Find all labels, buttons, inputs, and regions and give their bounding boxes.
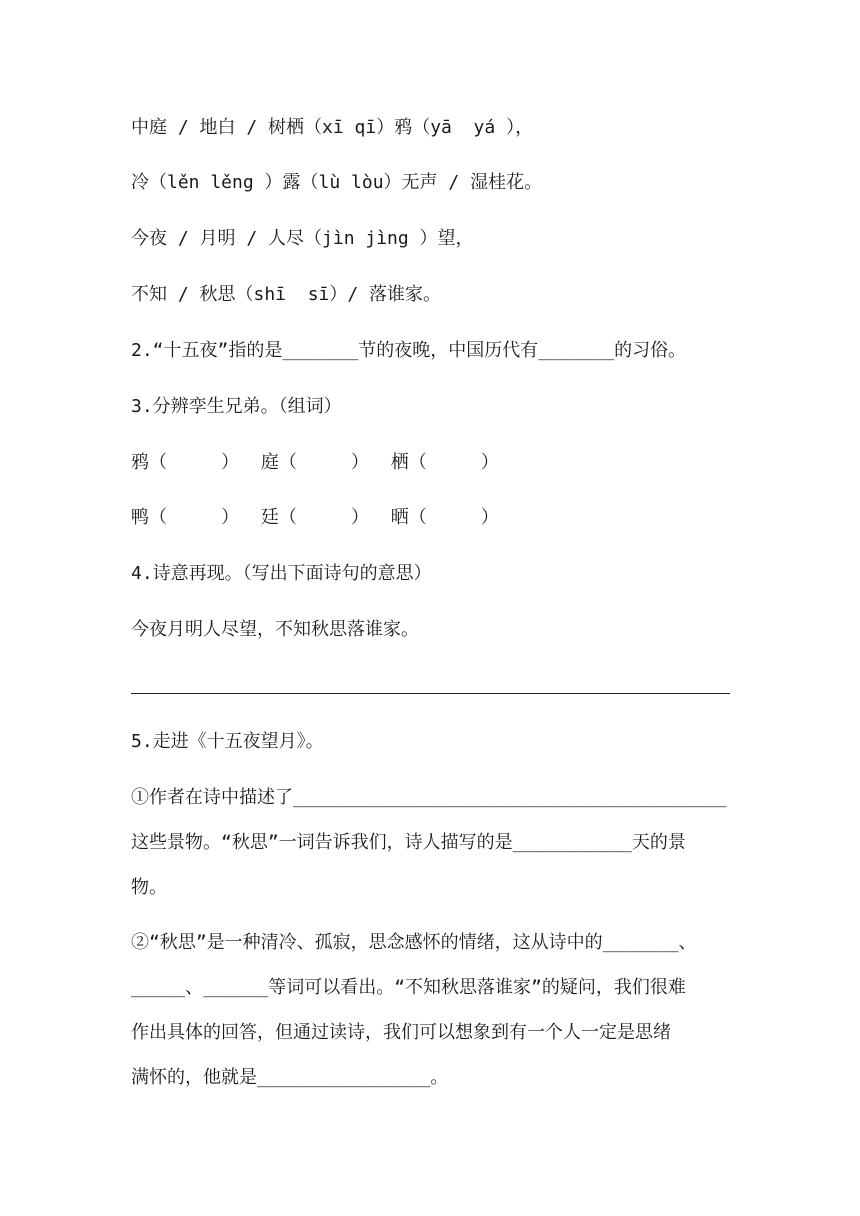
question-5-part1-line3: 物。 — [131, 877, 167, 898]
question-5-part2-line3: 作出具体的回答，但通过读诗，我们可以想象到有一个人一定是思绪 — [131, 1022, 671, 1043]
question-3-row-1: 鸦（ ） 庭（ ） 栖（ ） — [131, 452, 499, 473]
answer-line — [131, 693, 730, 694]
poem-line-4: 不知 / 秋思（shī sī）/ 落谁家。 — [131, 284, 442, 305]
question-4-verse: 今夜月明人尽望，不知秋思落谁家。 — [131, 619, 419, 640]
question-5-part1-line1: ①作者在诗中描述了________________________________________ — [131, 787, 727, 808]
question-5-part2-line1: ②“秋思”是一种清冷、孤寂，思念感怀的情绪，这从诗中的_______、 — [131, 932, 697, 953]
poem-line-3: 今夜 / 月明 / 人尽（jìn jìng ）望， — [131, 228, 474, 249]
question-3-row-2: 鸭（ ） 廷（ ） 晒（ ） — [131, 507, 499, 528]
question-4-title: 4.诗意再现。（写出下面诗句的意思） — [131, 563, 432, 584]
question-5-part2-line2: _____、______等词可以看出。“不知秋思落谁家”的疑问，我们很难 — [131, 977, 686, 998]
poem-line-2: 冷（lěn lěng ）露（lù lòu）无声 / 湿桂花。 — [131, 172, 543, 193]
question-5-part1-line2: 这些景物。“秋思”一词告诉我们，诗人描写的是___________天的景 — [131, 832, 686, 853]
question-5-part2-line4: 满怀的，他就是________________。 — [131, 1067, 449, 1088]
question-5-title: 5.走进《十五夜望月》。 — [131, 731, 324, 752]
question-3-title: 3.分辨孪生兄弟。（组词） — [131, 396, 342, 417]
question-2: 2.“十五夜”指的是_______节的夜晚，中国历代有_______的习俗。 — [131, 340, 687, 361]
poem-line-1: 中庭 / 地白 / 树栖（xī qī）鸦（yā yá ）， — [131, 117, 534, 138]
